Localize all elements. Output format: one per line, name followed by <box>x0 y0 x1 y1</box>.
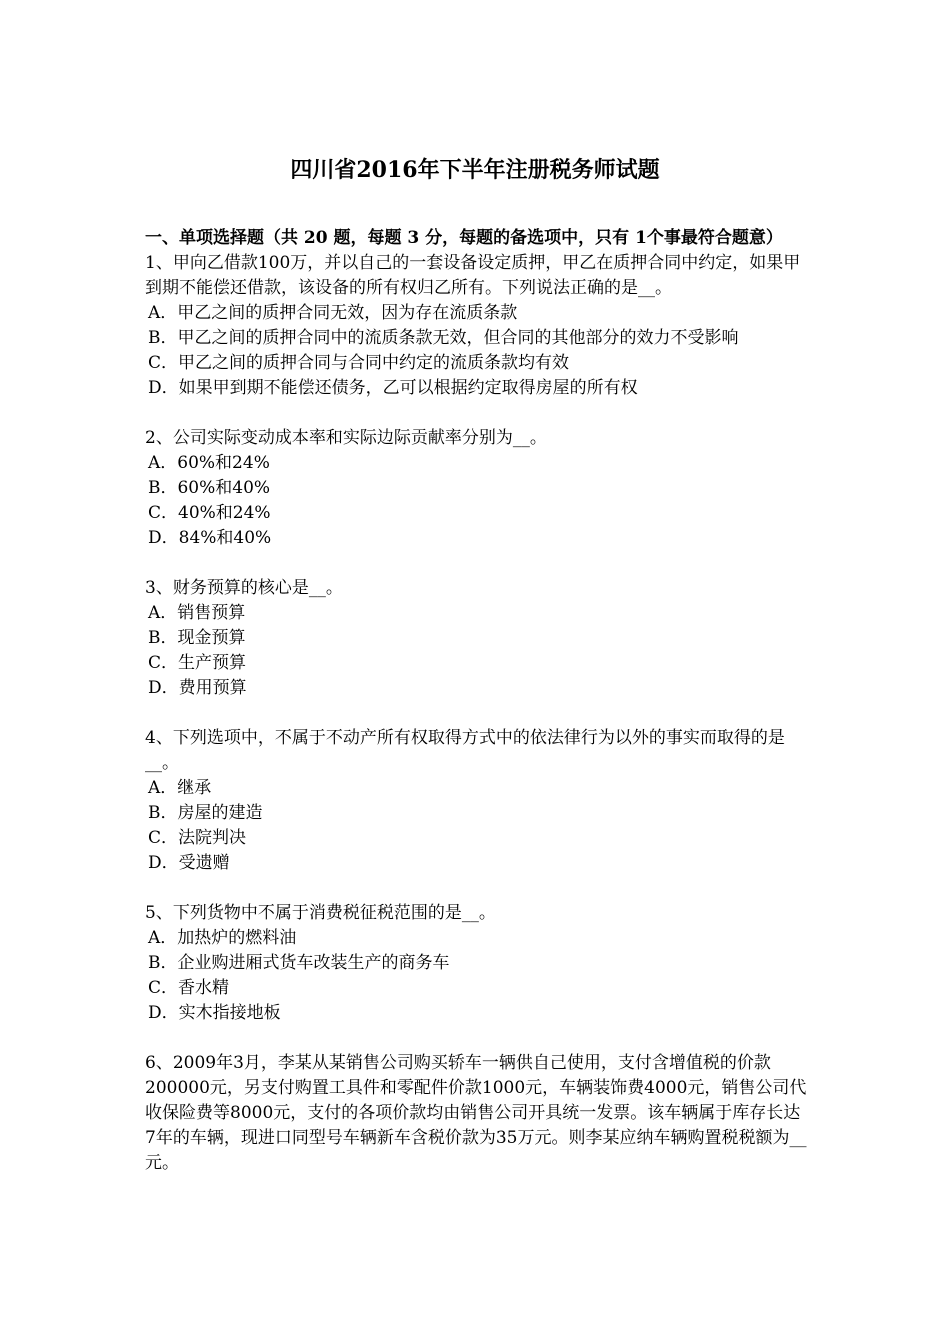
option-d: D．实木指接地板 <box>148 1003 281 1023</box>
option-c: C．40%和24% <box>148 503 271 523</box>
question-stem: 6、2009年3月，李某从某销售公司购买轿车一辆供自己使用，支付含增值税的价款200000元，另支付购置工具件和零配件价款1000元，车辆装饰费4000元，销售公司代收保险费等8000元，支付的各项价款均由销售公司开具统一发票。该车辆属于库存长达7年的车辆，现进口同型号车辆新车含税价款为35万元。则李某应纳车辆购置税税额为__元。 <box>145 1053 807 1173</box>
option-list <box>145 601 810 701</box>
option-list <box>145 776 810 876</box>
option-list <box>145 301 810 401</box>
section-heading: 一、单项选择题（共 20 题，每题 3 分，每题的备选项中，只有 1个事最符合题意） <box>145 228 783 248</box>
question-2 <box>145 426 810 551</box>
document-title: 四川省2016年下半年注册税务师试题 <box>290 157 660 183</box>
question-3 <box>145 576 810 701</box>
option-d: D．费用预算 <box>148 678 247 698</box>
option-d: D．84%和40% <box>148 528 272 548</box>
question-6 <box>145 1051 810 1176</box>
option-b: B．现金预算 <box>148 628 246 648</box>
option-a: A．继承 <box>148 778 212 798</box>
option-list <box>145 926 810 1026</box>
option-list <box>145 451 810 551</box>
option-a: A．60%和24% <box>148 453 270 473</box>
option-a: A．销售预算 <box>148 603 246 623</box>
question-stem: 2、公司实际变动成本率和实际边际贡献率分别为__。 <box>145 428 547 448</box>
question-5 <box>145 901 810 1026</box>
option-b: B．60%和40% <box>148 478 271 498</box>
option-c: C．甲乙之间的质押合同与合同中约定的流质条款均有效 <box>148 353 570 373</box>
option-a: A．甲乙之间的质押合同无效，因为存在流质条款 <box>148 303 518 323</box>
option-c: C．香水精 <box>148 978 230 998</box>
option-b: B．企业购进厢式货车改装生产的商务车 <box>148 953 450 973</box>
option-c: C．生产预算 <box>148 653 247 673</box>
question-stem: 3、财务预算的核心是__。 <box>145 578 343 598</box>
option-d: D．受遗赠 <box>148 853 230 873</box>
question-stem: 1、甲向乙借款100万，并以自己的一套设备设定质押，甲乙在质押合同中约定，如果甲到期不能偿还借款，该设备的所有权归乙所有。下列说法正确的是__。 <box>145 253 801 298</box>
option-a: A．加热炉的燃料油 <box>148 928 297 948</box>
question-4 <box>145 726 810 876</box>
option-b: B．房屋的建造 <box>148 803 263 823</box>
question-stem: 5、下列货物中不属于消费税征税范围的是__。 <box>145 903 496 923</box>
question-1 <box>145 251 810 401</box>
document-body <box>145 226 810 1201</box>
option-d: D．如果甲到期不能偿还债务，乙可以根据约定取得房屋的所有权 <box>148 378 638 398</box>
option-b: B．甲乙之间的质押合同中的流质条款无效，但合同的其他部分的效力不受影响 <box>148 328 739 348</box>
option-c: C．法院判决 <box>148 828 247 848</box>
question-stem: 4、下列选项中，不属于不动产所有权取得方式中的依法律行为以外的事实而取得的是__。 <box>145 728 785 773</box>
